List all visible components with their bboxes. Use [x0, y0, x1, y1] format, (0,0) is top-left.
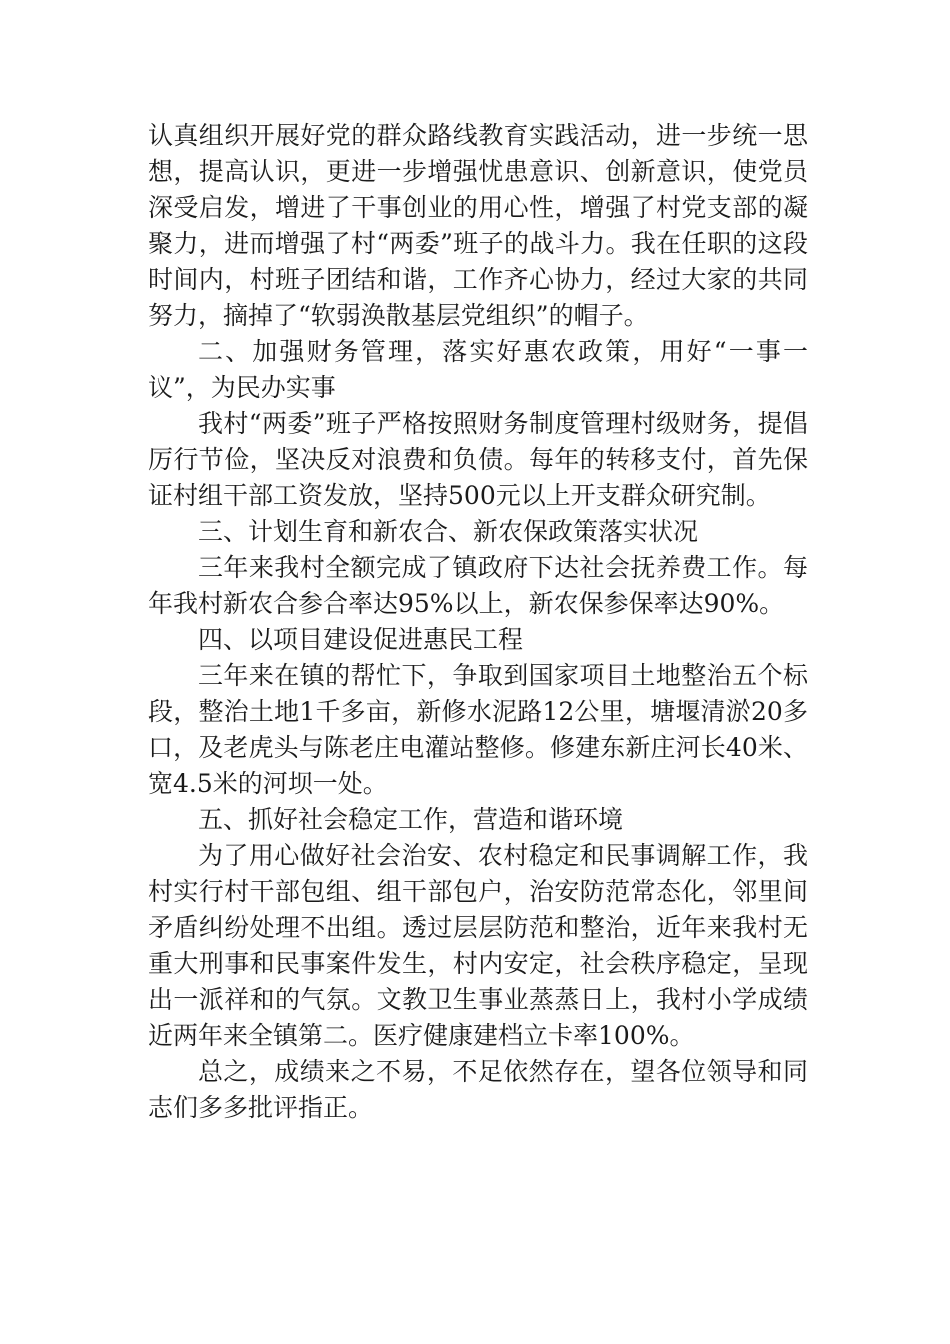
paragraph-party-education: 认真组织开展好党的群众路线教育实践活动，进一步统一思想，提高认识，更进一步增强忧患意识、创新意识，使党员深受启发，增进了干事创业的用心性，增强了村党支部的凝聚力，进而增强了村“两委”班子的战斗力。我在任职的这段时间内，村班子团结和谐，工作齐心协力，经过大家的共同努力，摘掉了“软弱涣散基层党组织”的帽子。 — [148, 121, 808, 330]
paragraph-financial-management: 我村“两委”班子严格按照财务制度管理村级财务，提倡厉行节俭，坚决反对浪费和负债。每年的转移支付，首先保证村组干部工资发放，坚持500元以上开支群众研究制。 — [148, 409, 808, 510]
paragraph-family-planning: 三年来我村全额完成了镇政府下达社会抚养费工作。每年我村新农合参合率达95%以上，新农保参保率达90%。 — [148, 553, 808, 618]
heading-financial-management: 二、加强财务管理，落实好惠农政策，用好“一事一议”，为民办实事 — [148, 337, 808, 402]
heading-family-planning: 三、计划生育和新农合、新农保政策落实状况 — [198, 517, 699, 546]
paragraph-social-stability: 为了用心做好社会治安、农村稳定和民事调解工作，我村实行村干部包组、组干部包户，治安防范常态化，邻里间矛盾纠纷处理不出组。透过层层防范和整治，近年来我村无重大刑事和民事案件发生，村内安定，社会秩序稳定，呈现出一派祥和的气氛。文教卫生事业蒸蒸日上，我村小学成绩近两年来全镇第二。医疗健康建档立卡率100%。 — [148, 841, 808, 1050]
paragraph-project-construction: 三年来在镇的帮忙下，争取到国家项目土地整治五个标段，整治土地1千多亩，新修水泥路12公里，塘堰清淤20多口，及老虎头与陈老庄电灌站整修。修建东新庄河长40米、宽4.5米的河坝一处。 — [148, 661, 808, 798]
heading-project-construction: 四、以项目建设促进惠民工程 — [198, 625, 524, 654]
heading-social-stability: 五、抓好社会稳定工作，营造和谐环境 — [198, 805, 624, 834]
document-body — [148, 118, 808, 1126]
paragraph-conclusion: 总之，成绩来之不易，不足依然存在，望各位领导和同志们多多批评指正。 — [148, 1057, 808, 1122]
